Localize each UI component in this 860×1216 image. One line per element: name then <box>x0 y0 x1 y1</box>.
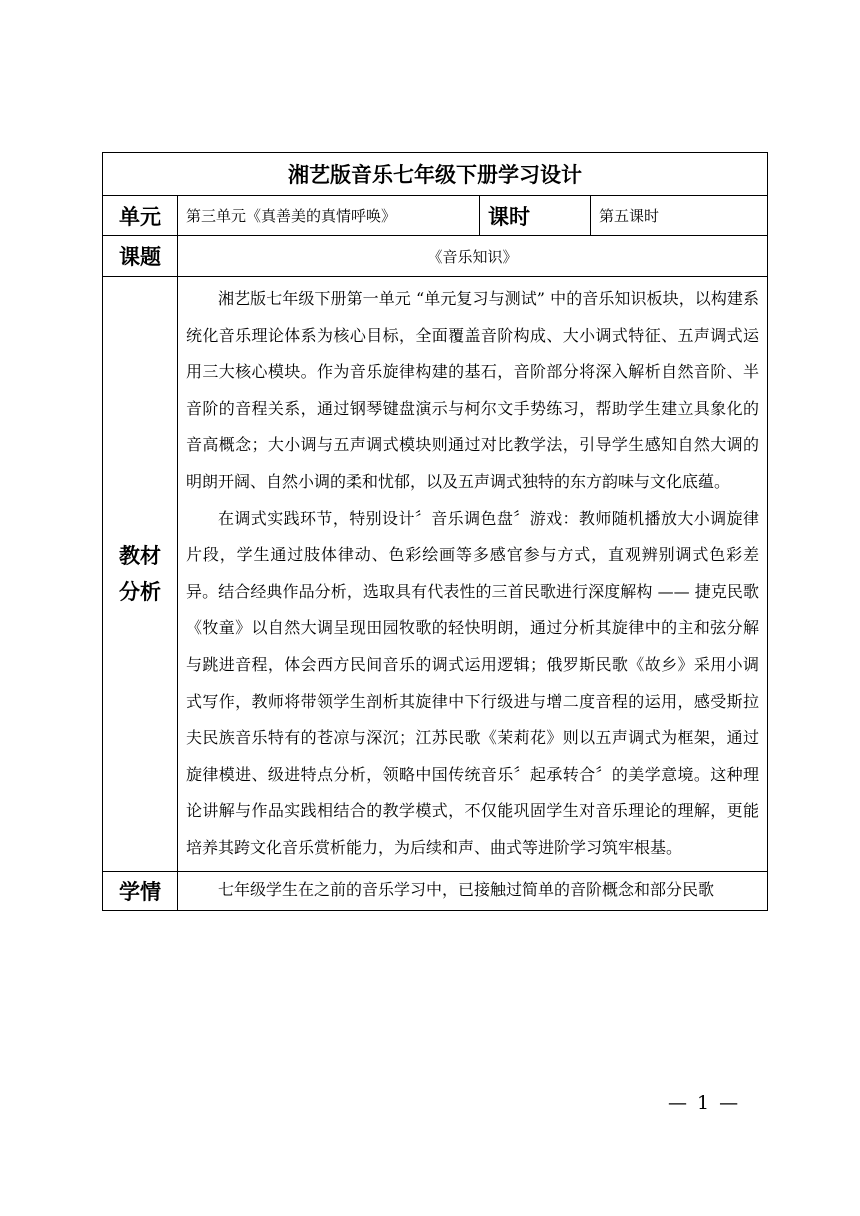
students-row <box>103 871 768 910</box>
page-number: — 1 — <box>668 1092 741 1114</box>
meta-row <box>103 196 768 236</box>
topic-value: 《音乐知识》 <box>178 236 768 277</box>
analysis-paragraph-1: 湘艺版七年级下册第一单元 “单元复习与测试” 中的音乐知识板块，以构建系统化音乐理论体系为核心目标，全面覆盖音阶构成、大小调式特征、五声调式运用三大核心模块。作为音乐旋律构建的基石，音阶部分将深入解析自然音阶、半音阶的音程关系，通过钢琴键盘演示与柯尔文手势练习，帮助学生建立具象化的音高概念；大小调与五声调式模块则通过对比教学法，引导学生感知自然大调的明朗开阔、自然小调的柔和忧郁，以及五声调式独特的东方韵味与文化底蕴。 <box>186 289 759 491</box>
analysis-label <box>103 277 178 872</box>
title-row <box>103 153 768 196</box>
students-label: 学情 <box>103 871 178 910</box>
lesson-design-table <box>102 152 768 911</box>
analysis-row <box>103 277 768 872</box>
analysis-label-line2: 分析 <box>119 579 161 604</box>
students-text: 七年级学生在之前的音乐学习中，已接触过简单的音阶概念和部分民歌 <box>178 871 768 910</box>
topic-label: 课题 <box>103 236 178 277</box>
unit-label: 单元 <box>103 196 178 236</box>
topic-row <box>103 236 768 277</box>
lesson-label: 课时 <box>480 196 591 236</box>
document-title: 湘艺版音乐七年级下册学习设计 <box>103 153 768 196</box>
analysis-paragraph-2: 在调式实践环节，特别设计〞音乐调色盘〞游戏：教师随机播放大小调旋律片段，学生通过肢体律动、色彩绘画等多感官参与方式，直观辨别调式色彩差异。结合经典作品分析，选取具有代表性的三首民歌进行深度解构 —— 捷克民歌《牧童》以自然大调呈现田园牧歌的轻快明朗，通过分析其旋律中的主和弦分解与跳进音程，体会西方民间音乐的调式运用逻辑；俄罗斯民歌《故乡》采用小调式写作，教师将带领学生剖析其旋律中下行级进与增二度音程的运用，感受斯拉夫民族音乐特有的苍凉与深沉；江苏民歌《茉莉花》则以五声调式为框架，通过旋律模进、级进特点分析，领略中国传统音乐〞起承转合〞的美学意境。这种理论讲解与作品实践相结合的教学模式，不仅能巩固学生对音乐理论的理解，更能培养其跨文化音乐赏析能力，为后续和声、曲式等进阶学习筑牢根基。 <box>186 508 759 857</box>
unit-value: 第三单元《真善美的真情呼唤》 <box>178 196 480 236</box>
analysis-content <box>178 277 768 872</box>
lesson-value: 第五课时 <box>591 196 768 236</box>
analysis-label-line1: 教材 <box>119 543 161 568</box>
